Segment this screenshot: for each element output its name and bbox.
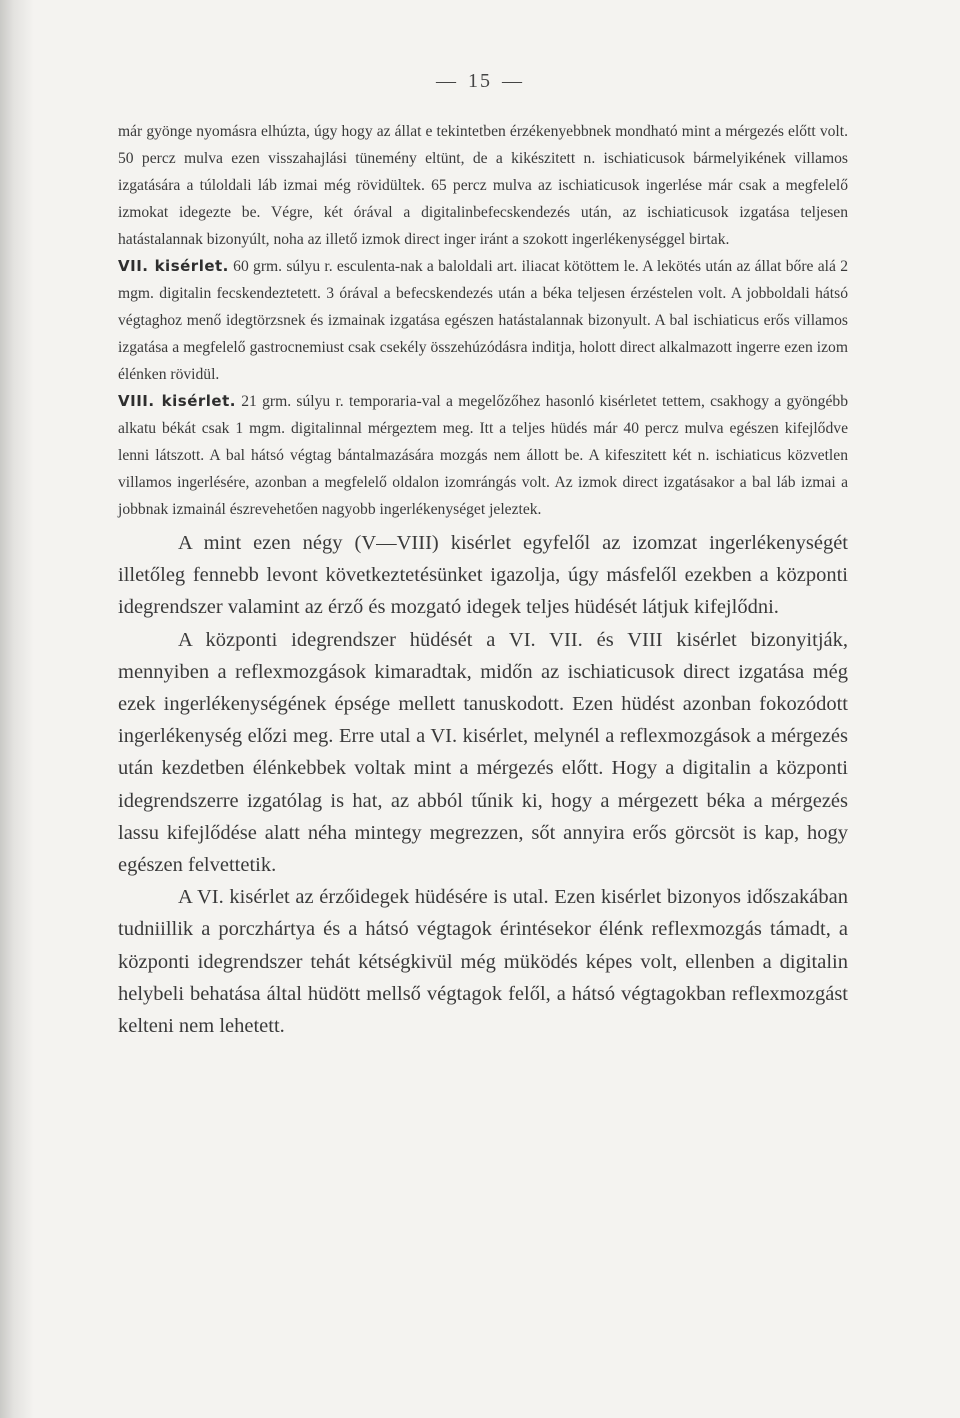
page-number-dash-left: —: [436, 70, 458, 92]
page-number: [0, 70, 960, 93]
paragraph-continuation: már gyönge nyomásra elhúzta, úgy hogy az állat e tekintetben érzékenyebbnek mondható mint a mérgezés előtt volt. 50 percz mulva ezen visszahajlási tünemény eltünt, de a kikészitett n. ischiaticusok bármelyikének villamos izgatására a túloldali láb izmai még rövidültek. 65 percz mulva az ischiaticusok ingerlése már csak a megfelelő izmokat idegezte be. Végre, két órával a digitalinbefecskendezés után, az ischiaticusok izgatása teljesen hatástalannak bizonyúlt, noha az illető izmok direct inger iránt a szokott ingerlékenységgel birtak.: [118, 123, 848, 248]
large-print-section: [118, 527, 848, 1042]
paragraph-summary: A mint ezen négy (V—VIII) kisérlet egyfelől az izomzat ingerlékenységét illetőleg fennebb levont következtetésünket igazolja, úgy másfelől ezekben a központi idegrendszer valamint az érző és mozgató idegek teljes hüdését látjuk kifejlődni.: [118, 532, 848, 619]
page-number-value: 15: [468, 70, 492, 92]
small-print-section: [118, 118, 848, 523]
experiment-8-text: 21 grm. súlyu r. temporaria-val a megelőzőhez hasonló kisérletet tettem, csakhogy a gyöngébb alkatu békát csak 1 mgm. digitalinnal mérgeztem meg. Itt a teljes hüdés már 40 percz mulva egészen kifejlődve lenni látszott. A bal hátsó végtag bántalmazására mozgás nem állott be. A kifeszitett két n. ischiaticus közvetlen villamos ingerlésére, azonban a megfelelő oldalon izomrángás volt. Az izmok direct izgatásakor a bal láb izmai a jobbnak izmainál észrevehetően nagyobb ingerlékenységet jeleztek.: [118, 393, 848, 518]
paragraph-sensory-nerves: A VI. kisérlet az érzőidegek hüdésére is utal. Ezen kisérlet bizonyos időszakában tudniillik a porczhártya és a hátsó végtagok érintésekor élénk reflexmozgás támadt, a központi idegrendszer tehát kétségkivül még müködés képes volt, ellenben a digitalin helybeli behatása által hüdött mellső végtagok felől, a hátsó végtagokban reflexmozgást kelteni nem lehetett.: [118, 886, 848, 1038]
scan-page-edge: [0, 0, 34, 1418]
experiment-7-title: VII. kisérlet.: [118, 257, 229, 275]
experiment-8-paragraph: [118, 388, 848, 523]
paragraph-central-nervous-system: A központi idegrendszer hüdését a VI. VII. és VIII kisérlet bizonyitják, mennyiben a reflexmozgások kimaradtak, midőn az ischiaticusok direct izgatása még ezek ingerlékenységének épsége mellett tanuskodott. Ezen hüdést azonban fokozódott ingerlékenység előzi meg. Erre utal a VI. kisérlet, melynél a reflexmozgások a mérgezés után kezdetben élénkebbek voltak mint a mérgezés előtt. Hogy a digitalin a központi idegrendszerre izgatólag is hat, az abból tűnik ki, hogy a mérgezett béka a mérgezés lassu kifejlődése alatt néha mintegy megrezzen, sőt annyira erős görcsöt is kap, hogy egészen felvettetik.: [118, 628, 848, 877]
experiment-7-text: 60 grm. súlyu r. esculenta-nak a baloldali art. iliacat kötöttem le. A lekötés után az állat bőre alá 2 mgm. digitalin fecskendeztetett. 3 órával a befecskendezés után a béka teljesen érzéstelen volt. A jobboldali hátsó végtaghoz menő idegtörzsnek és izmainak izgatása egészen hatástalannak bizonyult. A bal ischiaticus erős villamos izgatása a megfelelő gastrocnemiust csak csekély összehúzódásra inditja, holott direct alkalmazott ingerre ezen izom élénken rövidül.: [118, 258, 848, 383]
experiment-8-title: VIII. kisérlet.: [118, 392, 236, 410]
experiment-7-paragraph: [118, 253, 848, 388]
page-number-dash-right: —: [502, 70, 524, 92]
page-body: [118, 118, 848, 1042]
